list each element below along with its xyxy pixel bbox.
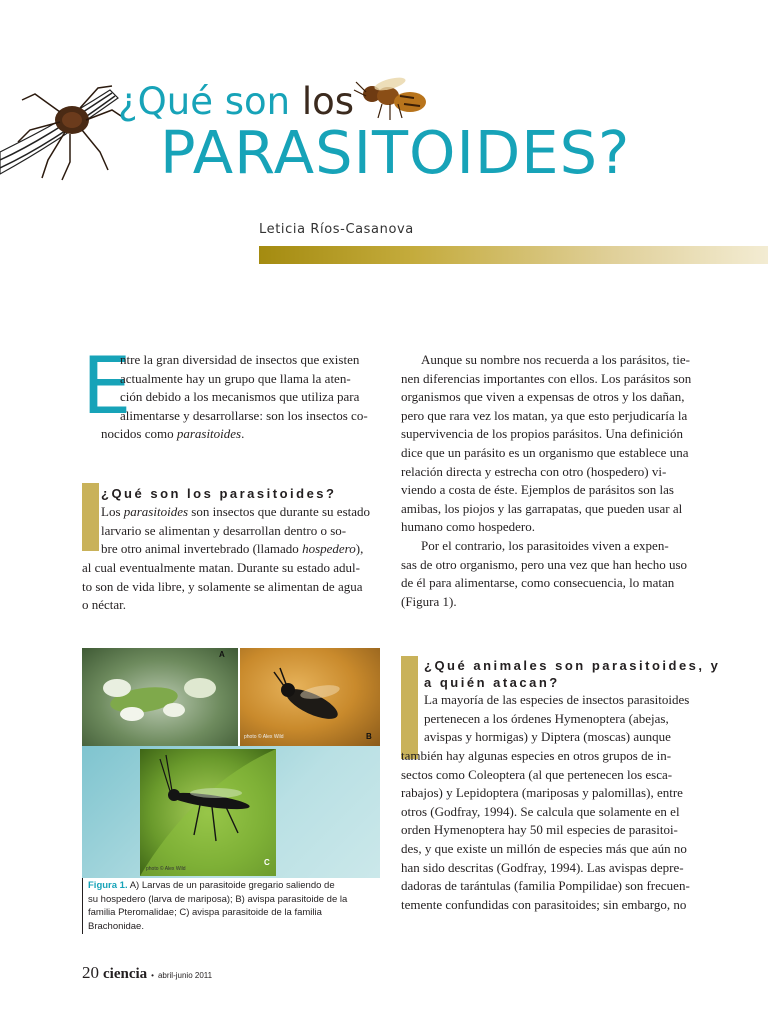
photo-label-c: C [264, 858, 270, 867]
photo-c-wasp [140, 749, 276, 876]
intro-paragraph: ntre la gran diversidad de insectos que existen actualmente hay un grupo que llama la aten- ción debido a los mecanismos que utiliza para alimentarse y desarrollarse: son los insectos co- [120, 352, 368, 423]
magazine-name: ciencia [103, 966, 148, 982]
section-heading: ¿Qué son los parasitoides? [101, 486, 337, 501]
section-marker-bar [82, 483, 99, 551]
issue-date: abril-junio 2011 [157, 971, 213, 980]
section1-paragraph: Los parasitoides son insectos que durante su estado larvario se alimentan y desarrollan dentro o so- bre otro animal invertebrado (llamado hospedero), [101, 504, 371, 557]
photo-label-a: A [219, 650, 225, 659]
section2-paragraph-cont: también hay algunas especies en otros grupos de in- sectos como Coleoptera (al que pertenecen los esca- rabajos) y Lepidoptera (mariposas y palomillas), entre otros (Godfray, 1994). Se calcula que solamente en el orden Hymenoptera hay 50 mil especies de parasitoi- des, y que existe un millón de especies más que aún no han sido descritas (Godfray, 1994). Las avispas depre- dadoras de tarántulas (familia Pompilidae) son frecuen- temente confundidas con parasitoides; sin embargo, no [401, 748, 690, 912]
figure-1 [82, 648, 380, 878]
footer-bullet: • [151, 971, 154, 980]
page-title: PARASITOIDES? [160, 118, 631, 187]
photo-credit-b: photo © Alex Wild [244, 734, 284, 740]
section-marker-bar [401, 656, 418, 759]
photo-label-b: B [366, 732, 372, 741]
figure-caption: Figura 1. A) Larvas de un parasitoide gregario saliendo de su hospedero (larva de mariposa); B) avispa parasitoide de la familia Pteromalidae; C) avispa parasitoide de la familia Brachonidae. [88, 880, 348, 932]
photo-a-larvae [82, 648, 238, 746]
larvae-drawing [82, 648, 238, 746]
right-column-text: Aunque su nombre nos recuerda a los parásitos, tie- nen diferencias importantes con ellos. Los parásitos son organismos que viven a expensas de otros y los dañan, pero que rara vez los matan, ya que esto perjudicaría la supervivencia de los propios parásitos. Una definición dice que un parásito es un organismo que establece una relación directa y estrecha con otro (hospedero) vi- viendo a costa de éste. Ejemplos de parásitos son las amibas, los piojos y las garrapatas, que pueden usar al humano como hospedero. Por el contrario, los parasitoides viven a expen- sas de otro organismo, pero una vez que han hecho uso de él para alimentarse, como consecuencia, lo matan (Figura 1). [401, 352, 692, 609]
section-heading: ¿Qué animales son parasitoides, y [424, 658, 721, 673]
section-heading-line2: a quién atacan? [424, 675, 560, 690]
section2-paragraph: La mayoría de las especies de insectos parasitoides pertenecen a los órdenes Hymenoptera (abejas, avispas y hormigas) y Diptera (moscas) aunque [424, 692, 690, 745]
decorative-gold-bar [259, 246, 768, 264]
photo-b-wasp [240, 648, 380, 746]
photo-credit-c: photo © Alex Wild [146, 866, 186, 872]
tick-illustration [0, 82, 130, 192]
intro-paragraph-end: nocidos como parasitoides. [101, 426, 245, 441]
drop-cap: E [82, 342, 132, 432]
author-name: Leticia Ríos-Casanova [259, 222, 414, 237]
title-line-1: ¿Qué son los [118, 80, 355, 123]
page-footer [82, 963, 212, 983]
wasp-b-drawing [240, 648, 380, 746]
wasp-c-drawing [140, 749, 276, 876]
section1-paragraph-cont: al cual eventualmente matan. Durante su estado adul- to son de vida libre, y solamente se alimentan de agua o néctar. [82, 560, 363, 613]
page-number: 20 [82, 963, 99, 982]
figure-caption-rule [82, 878, 83, 934]
